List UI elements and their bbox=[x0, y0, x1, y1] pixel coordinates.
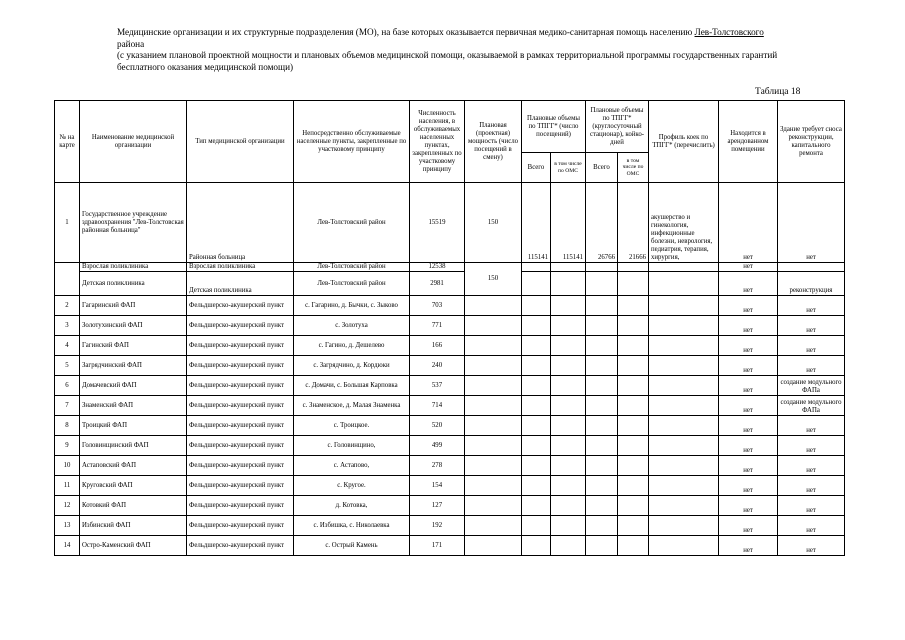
fap-num: 13 bbox=[55, 516, 80, 536]
table-row-adult-clinic: Взрослая поликлиника Взрослая поликлиника Лев-Толстовский район 12538 150 нет bbox=[55, 263, 845, 272]
fap-rented: нет bbox=[719, 456, 778, 476]
fap-rented: нет bbox=[719, 396, 778, 416]
document-header bbox=[117, 27, 787, 73]
fap-settlements: с. Астапово, bbox=[294, 456, 410, 476]
fap-settlements: с. Золотуха bbox=[294, 316, 410, 336]
col-header-population: Численность населения, в обслуживаемых населенных пунктах, закрепленных по участковому принципу bbox=[410, 101, 465, 183]
col-header-rented: Находится в арендованном помещении bbox=[719, 101, 778, 183]
col-header-profile: Профиль коек по ТПГГ* (перечислить) bbox=[649, 101, 719, 183]
table-row bbox=[55, 296, 845, 316]
fap-name: Троицкий ФАП bbox=[80, 416, 187, 436]
fap-num: 5 bbox=[55, 356, 80, 376]
fap-num: 12 bbox=[55, 496, 80, 516]
fap-building: нет bbox=[778, 356, 845, 376]
hospital-profile: акушерство и гинекология, инфекционные болезни, неврология, педиатрия, терапия, хирургия, bbox=[649, 183, 719, 263]
col-header-settlements: Непосредственно обслуживаемые населенные пункты, закрепленные по участковому принципу bbox=[294, 101, 410, 183]
fap-rented: нет bbox=[719, 496, 778, 516]
fap-settlements: д. Котовка, bbox=[294, 496, 410, 516]
fap-building: нет bbox=[778, 476, 845, 496]
fap-name: Золотухинский ФАП bbox=[80, 316, 187, 336]
fap-num: 3 bbox=[55, 316, 80, 336]
district-name: Лев-Толстовского bbox=[694, 27, 764, 37]
fap-type: Фельдшерско-акушерский пункт bbox=[187, 336, 294, 356]
fap-type: Фельдшерско-акушерский пункт bbox=[187, 436, 294, 456]
fap-building: нет bbox=[778, 536, 845, 556]
fap-population: 192 bbox=[410, 516, 465, 536]
fap-settlements: с. Знаменское, д. Малая Знаменка bbox=[294, 396, 410, 416]
fap-settlements: с. Загрядчино, д. Кордюки bbox=[294, 356, 410, 376]
header-line-2: (с указанием плановой проектной мощности и плановых объемов медицинской помощи, оказываемой в рамках территориальной программы государственных гарантий бесплатного оказания медицинской помощи) bbox=[117, 50, 778, 72]
fap-population: 171 bbox=[410, 536, 465, 556]
fap-building: создание модульного ФАПа bbox=[778, 396, 845, 416]
table-row bbox=[55, 396, 845, 416]
fap-settlements: с. Гагино, д. Дешелево bbox=[294, 336, 410, 356]
col-header-capacity: Плановая (проектная) мощность (число посещений в смену) bbox=[465, 101, 522, 183]
fap-rented: нет bbox=[719, 296, 778, 316]
fap-population: 240 bbox=[410, 356, 465, 376]
fap-name: Домачевский ФАП bbox=[80, 376, 187, 396]
fap-building: нет bbox=[778, 416, 845, 436]
fap-population: 714 bbox=[410, 396, 465, 416]
fap-num: 4 bbox=[55, 336, 80, 356]
fap-settlements: с. Гагарино, д. Бычки, с. Зыково bbox=[294, 296, 410, 316]
fap-settlements: с. Домачи, с. Большая Карповка bbox=[294, 376, 410, 396]
fap-building: нет bbox=[778, 316, 845, 336]
table-row bbox=[55, 476, 845, 496]
fap-name: Гагаринский ФАП bbox=[80, 296, 187, 316]
fap-building: нет bbox=[778, 436, 845, 456]
table-row bbox=[55, 496, 845, 516]
fap-type: Фельдшерско-акушерский пункт bbox=[187, 356, 294, 376]
fap-num: 14 bbox=[55, 536, 80, 556]
fap-num: 6 bbox=[55, 376, 80, 396]
table-row bbox=[55, 356, 845, 376]
fap-population: 154 bbox=[410, 476, 465, 496]
fap-type: Фельдшерско-акушерский пункт bbox=[187, 456, 294, 476]
fap-population: 520 bbox=[410, 416, 465, 436]
table-number: Таблица 18 bbox=[755, 87, 801, 97]
fap-population: 166 bbox=[410, 336, 465, 356]
table-row bbox=[55, 416, 845, 436]
fap-name: Загрядчинский ФАП bbox=[80, 356, 187, 376]
fap-num: 2 bbox=[55, 296, 80, 316]
fap-population: 771 bbox=[410, 316, 465, 336]
fap-type: Фельдшерско-акушерский пункт bbox=[187, 376, 294, 396]
fap-population: 127 bbox=[410, 496, 465, 516]
fap-building: нет bbox=[778, 296, 845, 316]
fap-name: Избинский ФАП bbox=[80, 516, 187, 536]
fap-building: нет bbox=[778, 496, 845, 516]
col-header-name: Наименование медицинской организации bbox=[80, 101, 187, 183]
fap-name: Гагинский ФАП bbox=[80, 336, 187, 356]
fap-rented: нет bbox=[719, 356, 778, 376]
table-row bbox=[55, 456, 845, 476]
fap-name: Знаменский ФАП bbox=[80, 396, 187, 416]
fap-type: Фельдшерско-акушерский пункт bbox=[187, 316, 294, 336]
fap-population: 537 bbox=[410, 376, 465, 396]
col-header-type: Тип медицинской организации bbox=[187, 101, 294, 183]
col-header-visits-total: Всего bbox=[522, 153, 551, 183]
fap-rented: нет bbox=[719, 416, 778, 436]
col-header-planned-beds: Плановые объемы по ТПГГ* (круглосуточный стационар), койко-дней bbox=[586, 101, 649, 153]
fap-building: создание модульного ФАПа bbox=[778, 376, 845, 396]
hospital-name: Государственное учреждение здравоохранения "Лев-Толстовская районная больница" bbox=[80, 183, 187, 263]
fap-settlements: с. Головинщино, bbox=[294, 436, 410, 456]
fap-name: Остро-Каменский ФАП bbox=[80, 536, 187, 556]
fap-num: 8 bbox=[55, 416, 80, 436]
col-header-visits-oms: в том числе по ОМС bbox=[551, 153, 586, 183]
fap-settlements: с. Острый Камень bbox=[294, 536, 410, 556]
fap-type: Фельдшерско-акушерский пункт bbox=[187, 496, 294, 516]
table-row bbox=[55, 436, 845, 456]
fap-num: 9 bbox=[55, 436, 80, 456]
fap-settlements: с. Троицкое. bbox=[294, 416, 410, 436]
col-header-num: № на карте bbox=[55, 101, 80, 183]
fap-rented: нет bbox=[719, 436, 778, 456]
fap-num: 11 bbox=[55, 476, 80, 496]
fap-name: Котовкий ФАП bbox=[80, 496, 187, 516]
fap-building: нет bbox=[778, 516, 845, 536]
fap-rented: нет bbox=[719, 516, 778, 536]
fap-type: Фельдшерско-акушерский пункт bbox=[187, 516, 294, 536]
fap-settlements: с. Кругое. bbox=[294, 476, 410, 496]
col-header-beds-oms: в том числе по ОМС bbox=[618, 153, 649, 183]
fap-building: нет bbox=[778, 456, 845, 476]
fap-population: 703 bbox=[410, 296, 465, 316]
fap-population: 278 bbox=[410, 456, 465, 476]
table-row bbox=[55, 376, 845, 396]
fap-name: Круговский ФАП bbox=[80, 476, 187, 496]
fap-type: Фельдшерско-акушерский пункт bbox=[187, 396, 294, 416]
fap-rented: нет bbox=[719, 376, 778, 396]
col-header-building: Здание требует сноса реконструкции, капитального ремонта bbox=[778, 101, 845, 183]
fap-population: 499 bbox=[410, 436, 465, 456]
fap-name: Астаповский ФАП bbox=[80, 456, 187, 476]
table-row bbox=[55, 536, 845, 556]
fap-rented: нет bbox=[719, 476, 778, 496]
table-row-child-clinic: Детская поликлиника Детская поликлиника Лев-Толстовский район 2981 нет реконструкция bbox=[55, 272, 845, 296]
fap-settlements: с. Избишка, с. Николаевка bbox=[294, 516, 410, 536]
header-line-1: Медицинские организации и их структурные подразделения (МО), на базе которых оказывается первичная медико-санитарная помощь населению Лев-Толстовского района bbox=[117, 27, 764, 49]
fap-rows bbox=[55, 296, 845, 556]
col-header-planned-visits: Плановые объемы по ТПГГ* (число посещений) bbox=[522, 101, 586, 153]
table-row bbox=[55, 336, 845, 356]
fap-rented: нет bbox=[719, 536, 778, 556]
col-header-beds-total: Всего bbox=[586, 153, 618, 183]
table-row-hospital: 1 Государственное учреждение здравоохранения "Лев-Толстовская районная больница" Районная больница Лев-Толстовский район 15519 150 115141 115141 26766 21666 акушерство и гинекология, инфекционные болезни, неврология, педиатрия, терапия, хирургия, нет нет bbox=[55, 183, 845, 263]
fap-rented: нет bbox=[719, 316, 778, 336]
fap-type: Фельдшерско-акушерский пункт bbox=[187, 476, 294, 496]
fap-type: Фельдшерско-акушерский пункт bbox=[187, 416, 294, 436]
fap-rented: нет bbox=[719, 336, 778, 356]
fap-type: Фельдшерско-акушерский пункт bbox=[187, 296, 294, 316]
table-row bbox=[55, 316, 845, 336]
fap-num: 10 bbox=[55, 456, 80, 476]
table-row bbox=[55, 516, 845, 536]
fap-num: 7 bbox=[55, 396, 80, 416]
fap-type: Фельдшерско-акушерский пункт bbox=[187, 536, 294, 556]
fap-building: нет bbox=[778, 336, 845, 356]
organizations-table bbox=[54, 100, 845, 556]
fap-name: Головинщинский ФАП bbox=[80, 436, 187, 456]
hospital-type: Районная больница bbox=[187, 183, 294, 263]
